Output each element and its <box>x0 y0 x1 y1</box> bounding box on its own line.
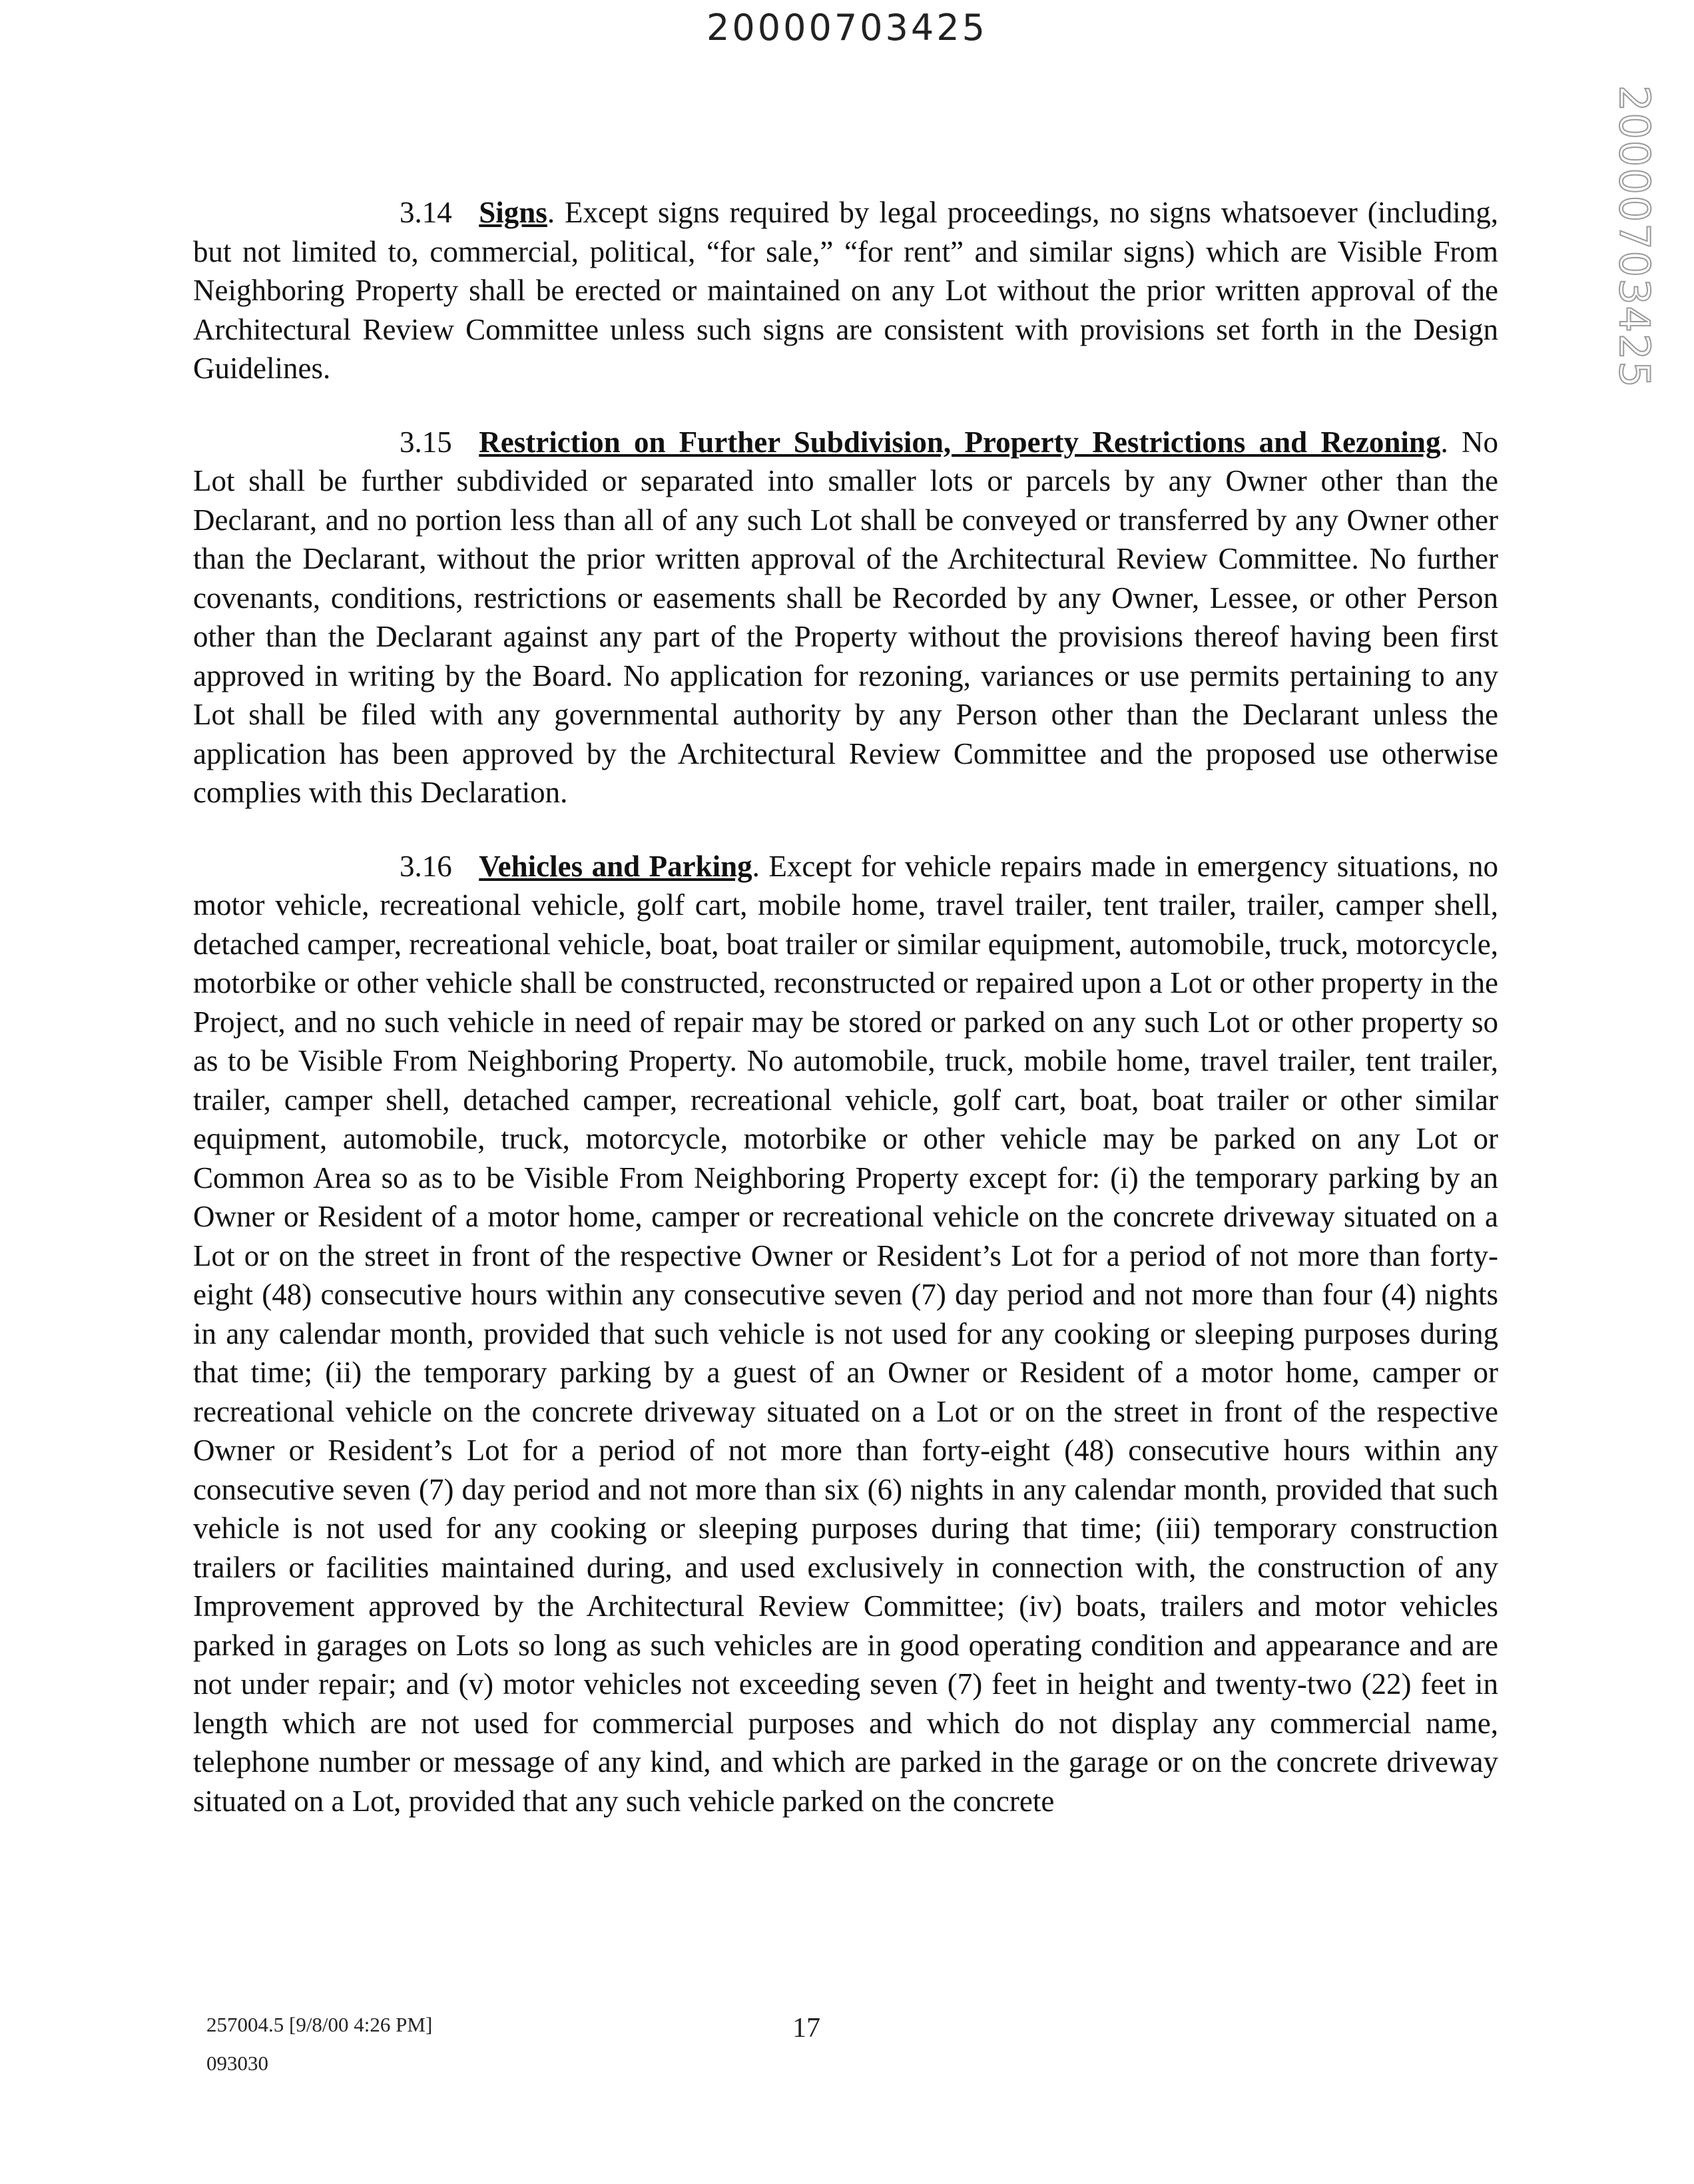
section-text: . Except signs required by legal proceedings, no signs whatsoever (including, but not limited to, commercial, political, “for sale,” “for rent” and similar signs) which are Visible From Neighboring Property shall be erected or maintained on any Lot without the prior written approval of the Architectural Review Committee unless such signs are consistent with provisions set forth in the Design Guidelines. <box>193 196 1498 385</box>
section-heading: Restriction on Further Subdivision, Property Restrictions and Rezoning <box>479 425 1441 459</box>
section-number: 3.15 <box>400 425 452 459</box>
section-number: 3.14 <box>400 196 452 229</box>
footer-file-number: 093030 <box>206 2051 268 2075</box>
page-number: 17 <box>792 2013 820 2044</box>
footer-doc-ref: 257004.5 [9/8/00 4:26 PM] <box>206 2013 433 2036</box>
section-3-15 <box>193 423 1498 812</box>
section-3-16 <box>193 847 1498 1821</box>
section-heading: Vehicles and Parking <box>479 849 752 883</box>
footer-reference <box>206 2006 432 2083</box>
document-body <box>193 193 1498 1820</box>
section-heading: Signs <box>479 196 547 229</box>
side-recording-stamp: 20000703425 <box>1610 85 1659 389</box>
section-text: . No Lot shall be further subdivided or separated into smaller lots or parcels by any Owner other than the Declarant, and no portion less than all of any such Lot shall be conveyed or transferred by any Owner other than the Declarant, without the prior written approval of the Architectural Review Committee. No further covenants, conditions, restrictions or easements shall be Recorded by any Owner, Lessee, or other Person other than the Declarant against any part of the Property without the provisions thereof having been first approved in writing by the Board. No application for rezoning, variances or use permits pertaining to any Lot shall be filed with any governmental authority by any Person other than the Declarant unless the application has been approved by the Architectural Review Committee and the proposed use otherwise complies with this Declaration. <box>193 425 1498 809</box>
recording-number: 20000703425 <box>706 7 988 49</box>
section-text: . Except for vehicle repairs made in emergency situations, no motor vehicle, recreational vehicle, golf cart, mobile home, travel trailer, tent trailer, trailer, camper shell, detached camper, recreational vehicle, boat, boat trailer or similar equipment, automobile, truck, motorcycle, motorbike or other vehicle shall be constructed, reconstructed or repaired upon a Lot or other property in the Project, and no such vehicle in need of repair may be stored or parked on any such Lot or other property so as to be Visible From Neighboring Property. No automobile, truck, mobile home, travel trailer, tent trailer, trailer, camper shell, detached camper, recreational vehicle, golf cart, boat, boat trailer or other similar equipment, automobile, truck, motorcycle, motorbike or other vehicle may be parked on any Lot or Common Area so as to be Visible From Neighboring Property except for: (i) the temporary parking by an Owner or Resident of a motor home, camper or recreational vehicle on the concrete driveway situated on a Lot or on the street in front of the respective Owner or Resident’s Lot for a period of not more than forty-eight (48) consecutive hours within any consecutive seven (7) day period and not more than four (4) nights in any calendar month, provided that such vehicle is not used for any cooking or sleeping purposes during that time; (ii) the temporary parking by a guest of an Owner or Resident of a motor home, camper or recreational vehicle on the concrete driveway situated on a Lot or on the street in front of the respective Owner or Resident’s Lot for a period of not more than forty-eight (48) consecutive hours within any consecutive seven (7) day period and not more than six (6) nights in any calendar month, provided that such vehicle is not used for any cooking or sleeping purposes during that time; (iii) temporary construction trailers or facilities maintained during, and used exclusively in connection with, the construction of any Improvement approved by the Architectural Review Committee; (iv) boats, trailers and motor vehicles parked in garages on Lots so long as such vehicles are in good operating condition and appearance and are not under repair; and (v) motor vehicles not exceeding seven (7) feet in height and twenty-two (22) feet in length which are not used for commercial purposes and which do not display any commercial name, telephone number or message of any kind, and which are parked in the garage or on the concrete driveway situated on a Lot, provided that any such vehicle parked on the concrete <box>193 849 1498 1818</box>
section-3-14 <box>193 193 1498 388</box>
section-number: 3.16 <box>400 849 452 883</box>
